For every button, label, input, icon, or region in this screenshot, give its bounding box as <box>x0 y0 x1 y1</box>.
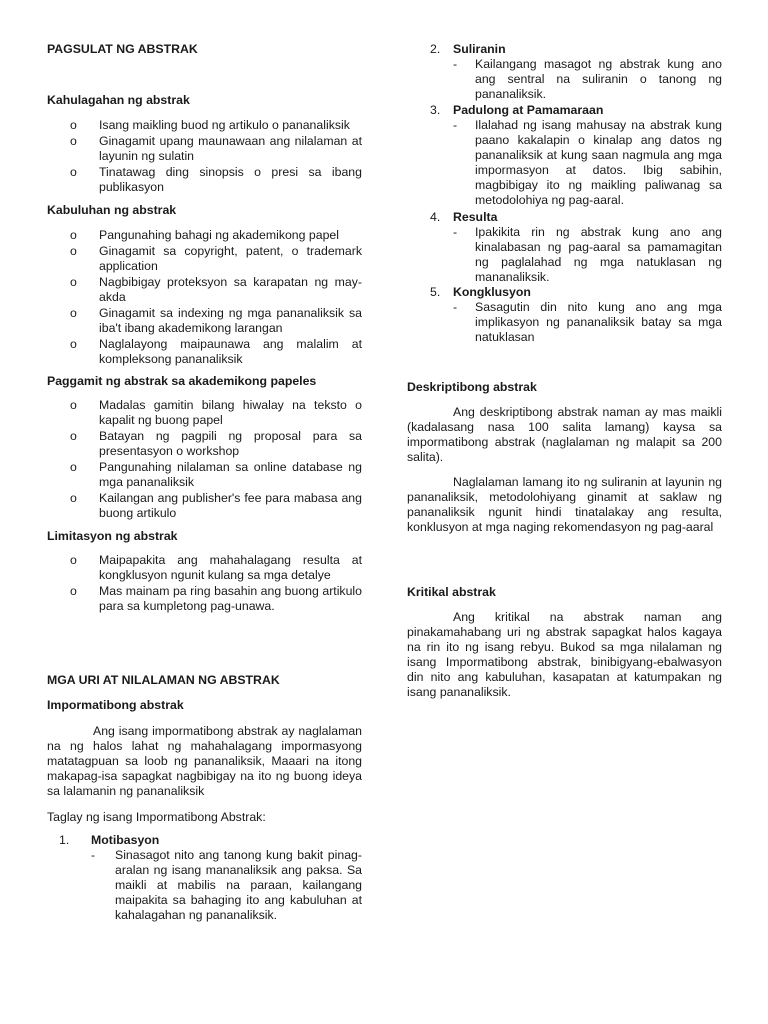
bullet-marker: o <box>70 244 77 258</box>
item-title: Motibasyon <box>91 833 160 847</box>
item-title: Kongklusyon <box>453 285 531 299</box>
bullet-marker: o <box>70 553 77 567</box>
list-item: o Batayan ng pagpili ng proposal para sa presentasyon o workshop <box>47 429 362 459</box>
heading-impormatibo: Impormatibong abstrak <box>47 698 184 712</box>
bullet-marker: o <box>70 584 77 598</box>
list-item: o Maipapakita ang mahahalagang resulta at kongklusyon ngunit kulang sa mga detalye <box>47 553 362 583</box>
item-text: Sinasagot nito ang tanong kung bakit pinag-aralan ng isang mananaliksik ang paksa. Sa maikli at mabilis na paraan, kailangang maipakita sa bahaging ito ang kabuluhan at kahalagahan ng pananaliksik. <box>115 848 362 922</box>
dash-marker: - <box>453 300 458 314</box>
list-item: o Pangunahing nilalaman sa online database ng mga pananaliksik <box>47 460 362 490</box>
bullet-marker: o <box>70 460 77 474</box>
list-item: o Ginagamit upang maunawaan ang nilalaman at layunin ng sulatin <box>47 134 362 164</box>
bullet-marker: o <box>70 165 77 179</box>
bullet-marker: o <box>70 118 77 132</box>
heading-limitasyon: Limitasyon ng abstrak <box>47 529 178 543</box>
list-item: o Mas mainam pa ring basahin ang buong artikulo para sa kumpletong pag-unawa. <box>47 584 362 614</box>
dash-marker: - <box>453 57 458 71</box>
bullet-marker: o <box>70 306 77 320</box>
item-number: 3. <box>430 103 441 117</box>
heading-deskriptibo: Deskriptibong abstrak <box>407 380 537 394</box>
item-title: Resulta <box>453 210 498 224</box>
list-item: o Ginagamit sa copyright, patent, o trademark application <box>47 244 362 274</box>
item-text: Ipakikita rin ng abstrak kung ano ang kinalabasan ng pag-aaral sa pamamagitan ng paglalahad ng mga natuklasan ng mananaliksik. <box>475 225 722 284</box>
taglay-label: Taglay ng isang Impormatibong Abstrak: <box>47 810 266 824</box>
item-text: Kailangang masagot ng abstrak kung ano ang sentral na suliranin o tanong ng pananaliksik. <box>475 57 722 101</box>
heading-kabuluhan: Kabuluhan ng abstrak <box>47 203 177 217</box>
bullet-marker: o <box>70 398 77 412</box>
dash-marker: - <box>453 225 458 239</box>
heading-kahulagahan: Kahulagahan ng abstrak <box>47 93 190 107</box>
numbered-item-resulta <box>407 210 722 285</box>
list-paggamit <box>47 398 362 522</box>
paragraph-impormatibo: Ang isang impormatibong abstrak ay naglalaman na ng halos lahat ng mahahalagang impormasyong matatagpuan sa loob ng pananaliksik, Maaari na itong makapag-isa sapagkat nagbibigay na ito ng buong ideya sa lalamanin ng pananaliksik <box>47 724 362 798</box>
document-title: PAGSULAT NG ABSTRAK <box>47 42 198 56</box>
dash-marker: - <box>91 848 96 862</box>
numbered-item-suliranin <box>407 42 722 102</box>
list-item: o Nagbibigay proteksyon sa karapatan ng may-akda <box>47 275 362 305</box>
list-item: o Isang maikling buod ng artikulo o pananaliksik <box>47 118 362 133</box>
heading-paggamit: Paggamit ng abstrak sa akademikong papeles <box>47 374 317 388</box>
paragraph-deskriptibo-1: Ang deskriptibong abstrak naman ay mas maikli (kadalasang nasa 100 salita lamang) kaysa sa impormatibong abstrak (naglalaman ng malapit sa 200 salita). <box>407 405 722 464</box>
item-number: 4. <box>430 210 441 224</box>
list-item: o Tinatawag ding sinopsis o presi sa ibang publikasyon <box>47 165 362 195</box>
list-item: o Naglalayong maipaunawa ang malalim at kompleksong pananaliksik <box>47 337 362 367</box>
heading-kritikal: Kritikal abstrak <box>407 585 496 599</box>
numbered-item-kongklusyon <box>407 285 722 345</box>
bullet-marker: o <box>70 275 77 289</box>
bullet-marker: o <box>70 228 77 242</box>
list-item: o Madalas gamitin bilang hiwalay na teksto o kapalit ng buong papel <box>47 398 362 428</box>
bullet-marker: o <box>70 337 77 351</box>
paragraph-deskriptibo-2: Naglalaman lamang ito ng suliranin at layunin ng pananaliksik, metodolohiyang ginamit at saklaw ng pananaliksik ngunit hindi tinatalakay ang resulta, konklusyon at mga naging rekomendasyon ng pag-aaral <box>407 475 722 534</box>
list-kabuluhan <box>47 228 362 368</box>
item-text: Sasagutin din nito kung ano ang mga implikasyon ng pananaliksik batay sa mga natuklasan <box>475 300 722 344</box>
numbered-item-padulong <box>407 103 722 208</box>
item-title: Suliranin <box>453 42 506 56</box>
list-item: o Pangunahing bahagi ng akademikong papel <box>47 228 362 243</box>
bullet-marker: o <box>70 429 77 443</box>
item-title: Padulong at Pamamaraan <box>453 103 604 117</box>
numbered-item-motibasyon <box>47 833 362 923</box>
item-number: 2. <box>430 42 441 56</box>
bullet-marker: o <box>70 134 77 148</box>
item-text: Ilalahad ng isang mahusay na abstrak kung paano kakalapin o kinalap ang datos ng pananaliksik at kung saan nagmula ang mga impormasyon at datos. Ibig sabihin, magbibigay ito ng maikling paliwanag sa metodolohiya ng pag-aaral. <box>475 118 722 207</box>
list-kahulagahan <box>47 118 362 196</box>
bullet-marker: o <box>70 491 77 505</box>
list-item: o Kailangan ang publisher's fee para mabasa ang buong artikulo <box>47 491 362 521</box>
list-limitasyon <box>47 553 362 615</box>
item-number: 1. <box>59 833 70 847</box>
item-number: 5. <box>430 285 441 299</box>
section-title-mga-uri: MGA URI AT NILALAMAN NG ABSTRAK <box>47 673 280 687</box>
dash-marker: - <box>453 118 458 132</box>
list-item: o Ginagamit sa indexing ng mga pananaliksik sa iba't ibang akademikong larangan <box>47 306 362 336</box>
paragraph-kritikal: Ang kritikal na abstrak naman ang pinakamahabang uri ng abstrak sapagkat halos kagaya na rin ito ng isang rebyu. Bukod sa mga nilalaman ng isang Impormatibong abstrak, binibigyang-ebalwasyon din nito ang kabuluhan, kasapatan at katumpakan ng isang pananaliksik. <box>407 610 722 699</box>
